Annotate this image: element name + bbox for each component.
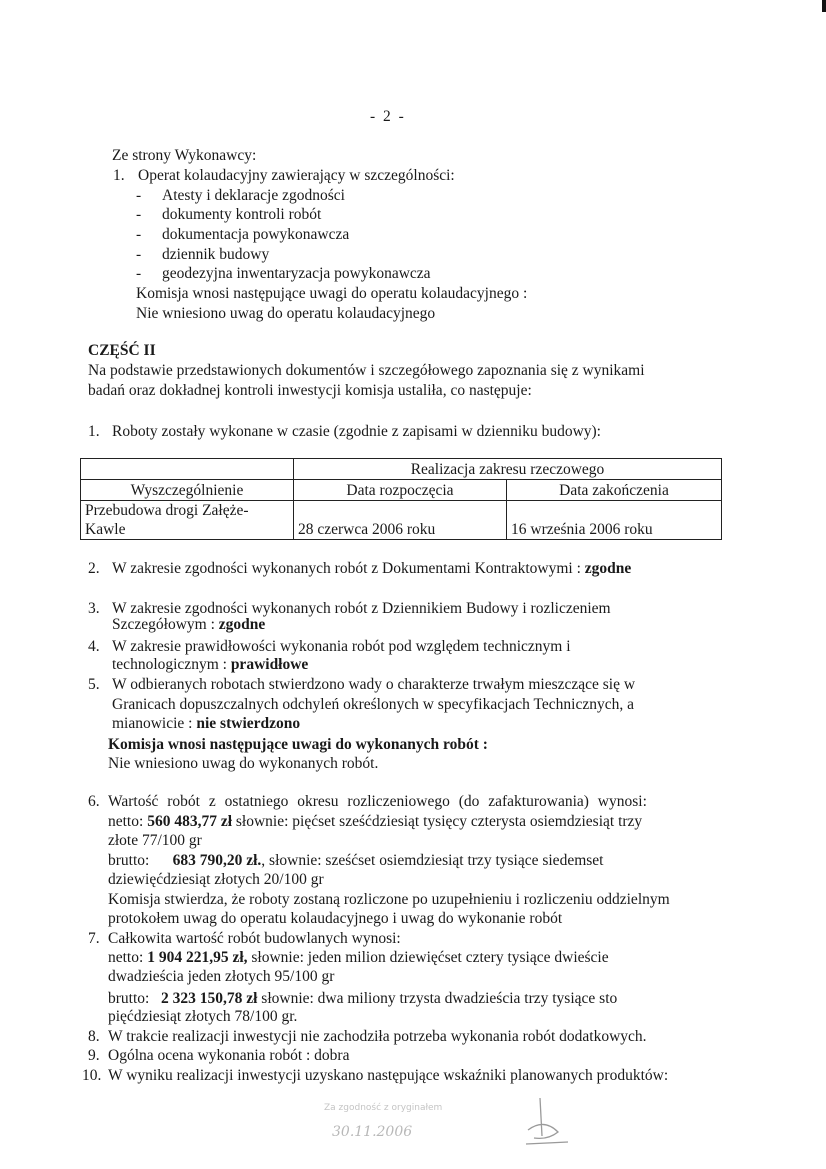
- amount: 560 483,77 zł: [147, 813, 232, 830]
- remarks-answer: Nie wniesiono uwag do operatu kolaudacyjnego: [136, 305, 436, 322]
- page-corner-mark: [822, 0, 826, 12]
- list-item-line: [108, 812, 642, 831]
- list-item-line: [112, 655, 308, 674]
- table-header-start: Data rozpoczęcia: [294, 480, 507, 501]
- verdict: zgodne: [218, 616, 266, 633]
- intro-text: badań oraz dokładnej kontroli inwestycji komisja ustaliła, co następuje:: [88, 382, 532, 399]
- list-item-line: [108, 948, 609, 967]
- signature-icon: [526, 1098, 568, 1144]
- amount: 2 323 150,78 zł: [160, 990, 258, 1007]
- list-item-line: [108, 989, 617, 1008]
- remarks-answer: Nie wniesiono uwag do wykonanych robót.: [108, 755, 379, 772]
- label: netto:: [108, 813, 144, 830]
- list-item-line: W zakresie prawidłowości wykonania robót pod względem technicznym i: [112, 638, 571, 655]
- list-item-line: złote 77/100 gr: [108, 832, 202, 849]
- list-item-line: protokołem uwag do operatu kolaudacyjnego i uwag do wykonanie robót: [108, 910, 563, 927]
- list-item-line: [112, 714, 300, 733]
- table-corner-cell: [81, 459, 294, 480]
- sub-list-item: dziennik budowy: [162, 246, 270, 263]
- list-item: W wyniku realizacji inwestycji uzyskano następujące wskaźniki planowanych produktów:: [108, 1067, 669, 1084]
- section-title: CZĘŚĆ II: [88, 342, 156, 359]
- item-text: W zakresie zgodności wykonanych robót z Dokumentami Kontraktowymi :: [112, 560, 581, 577]
- dash-bullet: -: [136, 206, 142, 223]
- amount-words: słownie: jeden milion dziewięćset cztery tysiące dwieście: [251, 949, 609, 966]
- table-cell-item: [81, 501, 294, 540]
- stamp-date: 30.11.2006: [332, 1124, 413, 1140]
- list-number: 1.: [113, 167, 125, 184]
- amount: 683 790,20 zł.: [172, 852, 262, 869]
- list-item-line: [112, 615, 265, 634]
- list-number: 9.: [88, 1047, 100, 1064]
- list-number: 3.: [88, 600, 100, 617]
- list-item: [112, 559, 631, 578]
- sub-list-item: dokumentacja powykonawcza: [162, 226, 350, 243]
- list-item-line: dziewięćdziesiąt złotych 20/100 gr: [108, 871, 324, 888]
- dash-bullet: -: [136, 187, 142, 204]
- stamp-text: Za zgodność z oryginałem: [324, 1103, 443, 1113]
- table-header-end: Data zakończenia: [507, 480, 722, 501]
- list-item: Ogólna ocena wykonania robót : dobra: [108, 1047, 350, 1064]
- list-item: Roboty zostały wykonane w czasie (zgodnie z zapisami w dzienniku budowy):: [112, 423, 601, 440]
- amount-words: słownie: pięćset sześćdziesiąt tysięcy czterysta osiemdziesiąt trzy: [235, 813, 643, 830]
- sub-list-item: Atesty i deklaracje zgodności: [162, 187, 345, 204]
- table-cell-end: 16 września 2006 roku: [507, 501, 722, 540]
- intro-text: Na podstawie przedstawionych dokumentów i szczegółowego zapoznania się z wynikami: [88, 362, 645, 379]
- list-item-line: dwadzieścia jeden złotych 95/100 gr: [108, 968, 335, 985]
- list-number: 5.: [88, 676, 100, 693]
- table-cell-start: 28 czerwca 2006 roku: [294, 501, 507, 540]
- table-header-item: Wyszczególnienie: [81, 480, 294, 501]
- cell-line: Kawle: [85, 521, 126, 538]
- list-item-line: Granicach dopuszczalnych odchyleń określonych w specyfikacjach Technicznych, a: [112, 696, 634, 713]
- list-number: 8.: [88, 1028, 100, 1045]
- label: netto:: [108, 949, 144, 966]
- remarks-heading: Komisja wnosi następujące uwagi do wykonanych robót :: [108, 736, 488, 753]
- list-item-line: W odbieranych robotach stwierdzono wady o charakterze trwałym mieszczące się w: [112, 676, 636, 693]
- sub-list-item: dokumenty kontroli robót: [162, 206, 322, 223]
- item-text: mianowicie :: [112, 715, 193, 732]
- label: brutto:: [108, 990, 150, 1007]
- list-item: Operat kolaudacyjny zawierający w szczególności:: [138, 167, 455, 184]
- cell-line: Przebudowa drogi Załęże-: [85, 502, 249, 519]
- list-item-line: Komisja stwierdza, że roboty zostaną rozliczone po uzupełnieniu i rozliczeniu oddzielnym: [108, 891, 670, 908]
- dash-bullet: -: [136, 246, 142, 263]
- table-group-header: Realizacja zakresu rzeczowego: [294, 459, 722, 480]
- list-number: 7.: [88, 930, 100, 947]
- dash-bullet: -: [136, 265, 142, 282]
- contractor-heading: Ze strony Wykonawcy:: [112, 147, 257, 164]
- table-row: [81, 501, 722, 540]
- amount: 1 904 221,95 zł,: [147, 949, 248, 966]
- list-number: 4.: [88, 638, 100, 655]
- amount-words: , słownie: sześćset osiemdziesiąt trzy tysiące siedemset: [261, 852, 604, 869]
- dash-bullet: -: [136, 226, 142, 243]
- item-text: technologicznym :: [112, 656, 227, 673]
- list-number: 1.: [88, 423, 100, 440]
- verdict: zgodne: [584, 560, 632, 577]
- label: brutto:: [108, 852, 150, 869]
- list-number: 6.: [88, 793, 100, 810]
- list-item-line: W zakresie zgodności wykonanych robót z Dziennikiem Budowy i rozliczeniem: [112, 600, 611, 617]
- page-number: - 2 -: [370, 108, 406, 125]
- list-item-line: [108, 851, 603, 870]
- amount-words: słownie: dwa miliony trzysta dwadzieścia trzy tysiące sto: [261, 990, 618, 1007]
- list-number: 10.: [82, 1067, 102, 1084]
- list-item-line: Wartość robót z ostatniego okresu rozliczeniowego (do zafakturowania) wynosi:: [108, 793, 647, 810]
- list-item-line: Całkowita wartość robót budowlanych wynosi:: [108, 930, 401, 947]
- certification-stamp-and-signature: [318, 1088, 588, 1158]
- list-number: 2.: [88, 560, 100, 577]
- sub-list-item: geodezyjna inwentaryzacja powykonawcza: [162, 265, 431, 282]
- remarks-line: Komisja wnosi następujące uwagi do operatu kolaudacyjnego :: [136, 285, 528, 302]
- verdict: nie stwierdzono: [196, 715, 301, 732]
- list-item-line: pięćdziesiąt złotych 78/100 gr.: [108, 1008, 298, 1025]
- item-text: Szczegółowym :: [112, 616, 215, 633]
- verdict: prawidłowe: [230, 656, 309, 673]
- list-item: W trakcie realizacji inwestycji nie zachodziła potrzeba wykonania robót dodatkowych.: [108, 1028, 647, 1045]
- realization-table: [80, 458, 722, 540]
